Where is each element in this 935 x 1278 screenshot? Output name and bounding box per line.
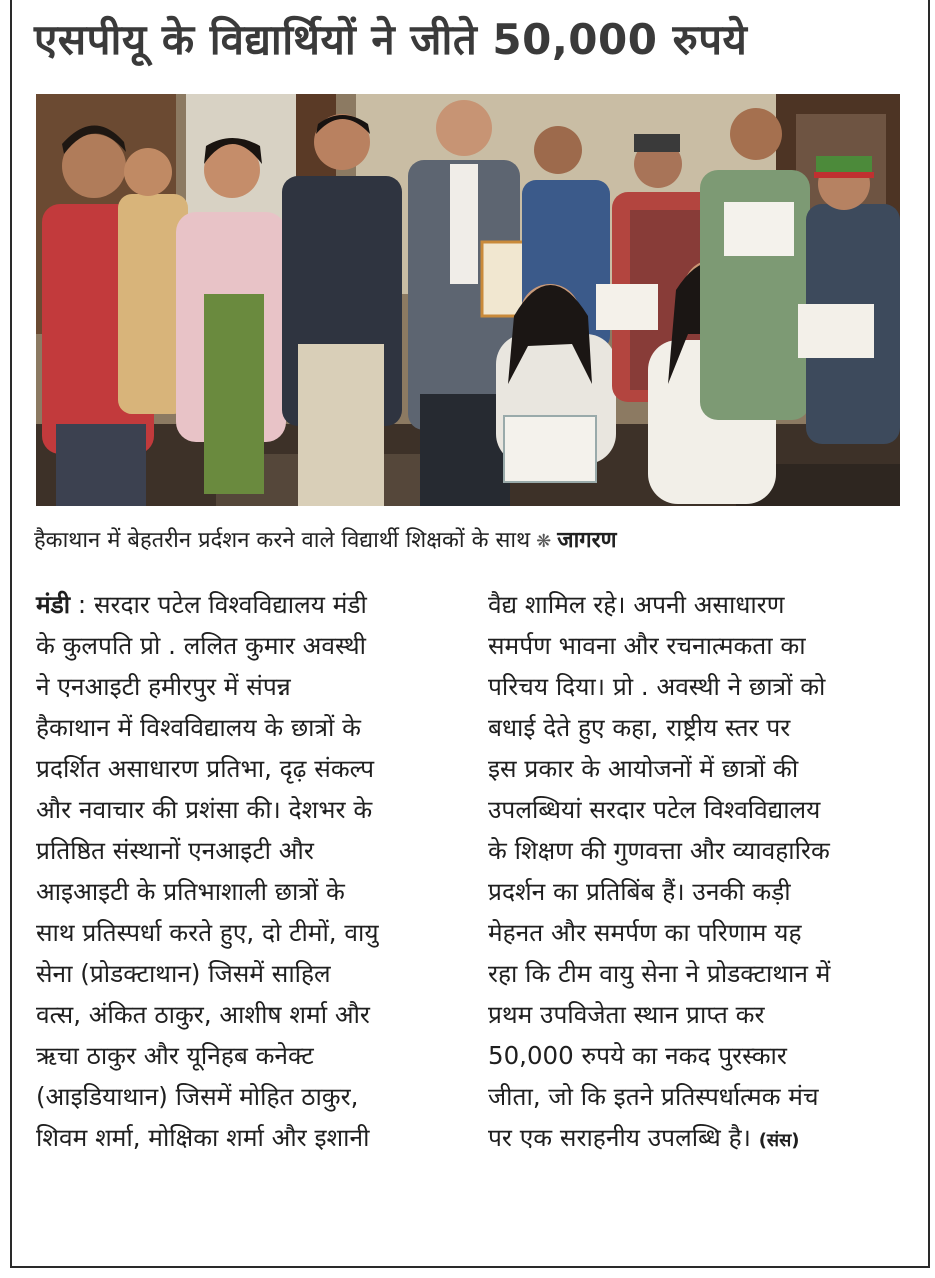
article-line: 50,000 रुपये का नकद पुरस्कार <box>488 1041 787 1070</box>
article-line: के कुलपति प्रो . ललित कुमार अवस्थी <box>36 631 367 660</box>
article-line: प्रदर्शन का प्रतिबिंब हैं। उनकी कड़ी <box>488 877 791 906</box>
article-line: और नवाचार की प्रशंसा की। देशभर के <box>36 795 373 824</box>
article-line: साथ प्रतिस्पर्धा करते हुए, दो टीमों, वायु <box>36 918 379 947</box>
article-column-right <box>488 584 908 1161</box>
photo-credit: जागरण <box>557 528 617 553</box>
article-line: बधाई देते हुए कहा, राष्ट्रीय स्तर पर <box>488 713 791 742</box>
article-line: ऋचा ठाकुर और यूनिहब कनेक्ट <box>36 1041 314 1070</box>
article-line: हैकाथान में विश्वविद्यालय के छात्रों के <box>36 713 361 742</box>
article-line: वैद्य शामिल रहे। अपनी असाधारण <box>488 590 785 619</box>
article-line: प्रतिष्ठित संस्थानों एनआइटी और <box>36 836 314 865</box>
article-line: मेहनत और समर्पण का परिणाम यह <box>488 918 802 947</box>
news-photo <box>36 94 900 506</box>
dateline: मंडी <box>36 590 71 619</box>
article-line: के शिक्षण की गुणवत्ता और व्यावहारिक <box>488 836 830 865</box>
article-line <box>36 584 456 625</box>
reporter-signoff: (संस) <box>758 1130 800 1151</box>
caption-separator-icon: ❋ <box>536 531 552 552</box>
article-line: वत्स, अंकित ठाकुर, आशीष शर्मा और <box>36 1000 370 1029</box>
article-line: सेना (प्रोडक्टाथान) जिसमें साहिल <box>36 959 331 988</box>
article-line: जीता, जो कि इतने प्रतिस्पर्धात्मक मंच <box>488 1082 819 1111</box>
article-final-line: पर एक सराहनीय उपलब्धि है। <box>488 1123 751 1152</box>
article-line: प्रथम उपविजेता स्थान प्राप्त कर <box>488 1000 765 1029</box>
article-line: शिवम शर्मा, मोक्षिका शर्मा और इशानी <box>36 1123 370 1152</box>
article-column-left <box>36 584 456 1158</box>
article-line: रहा कि टीम वायु सेना ने प्रोडक्टाथान में <box>488 959 831 988</box>
article-line: आइआइटी के प्रतिभाशाली छात्रों के <box>36 877 345 906</box>
article-line: इस प्रकार के आयोजनों में छात्रों की <box>488 754 799 783</box>
article-line: (आइडियाथान) जिसमें मोहित ठाकुर, <box>36 1082 359 1111</box>
article-line: उपलब्धियां सरदार पटेल विश्वविद्यालय <box>488 795 821 824</box>
article-line: समर्पण भावना और रचनात्मकता का <box>488 631 806 660</box>
article-line <box>488 1117 908 1161</box>
headline: एसपीयू के विद्यार्थियों ने जीते 50,000 रुपये <box>34 15 748 64</box>
caption-text: हैकाथान में बेहतरीन प्रर्दशन करने वाले विद्यार्थी शिक्षकों के साथ <box>34 528 531 553</box>
article-line-text: : सरदार पटेल विश्वविद्यालय मंडी <box>70 590 367 619</box>
photo-caption <box>34 524 914 559</box>
group-photo-image <box>36 94 900 506</box>
article-line: परिचय दिया। प्रो . अवस्थी ने छात्रों को <box>488 672 826 701</box>
article-line: ने एनआइटी हमीरपुर में संपन्न <box>36 672 291 701</box>
article-line: प्रदर्शित असाधारण प्रतिभा, दृढ़ संकल्प <box>36 754 375 783</box>
